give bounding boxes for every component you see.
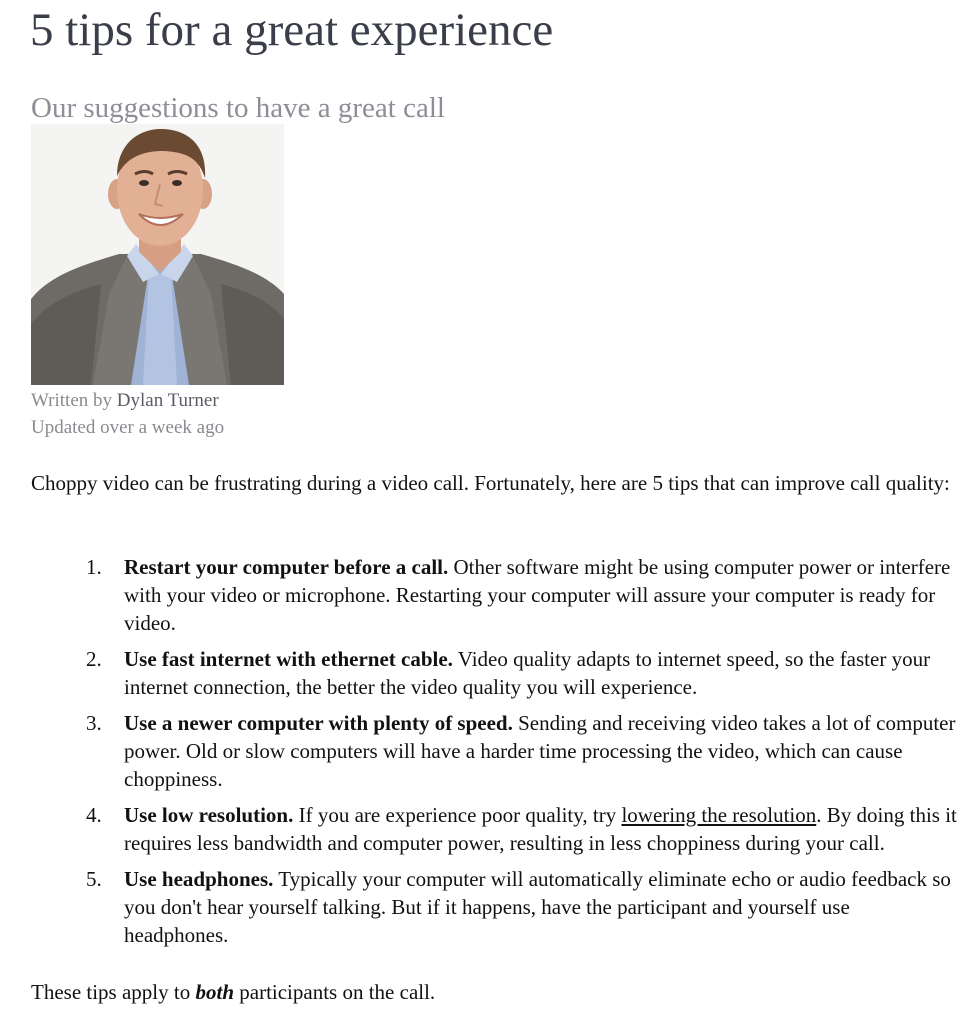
tips-list: [86, 553, 958, 957]
author-photo: [31, 124, 284, 385]
tip-heading: Use headphones.: [124, 867, 274, 891]
tip-text: Typically your computer will automatically eliminate echo or audio feedback so you don't hear yourself talking. But if it happens, have the participant and yourself use headphones.: [124, 867, 951, 947]
tip-number: 4.: [86, 803, 102, 827]
lowering-resolution-link[interactable]: lowering the resolution: [621, 803, 817, 827]
updated-timestamp: Updated over a week ago: [31, 417, 225, 438]
tip-number: 5.: [86, 867, 102, 891]
written-by-label: Written by: [31, 390, 113, 411]
tip-heading: Restart your computer before a call.: [124, 555, 449, 579]
tip-number: 3.: [86, 711, 102, 735]
tip-text: Sending and receiving video takes a lot of computer power. Old or slow computers will have a harder time processing the video, which can cause choppiness.: [124, 711, 956, 791]
tip-text-after: . By doing this it requires less bandwidth and computer power, resulting in less choppiness during your call.: [124, 803, 957, 855]
closing-emphasis: both: [195, 980, 234, 1004]
tip-heading: Use low resolution.: [124, 803, 294, 827]
intro-paragraph: Choppy video can be frustrating during a video call. Fortunately, here are 5 tips that can improve call quality:: [31, 471, 950, 495]
article-subtitle: Our suggestions to have a great call: [31, 92, 445, 124]
tip-text: Video quality adapts to internet speed, so the faster your internet connection, the better the video quality you will experience.: [124, 647, 931, 699]
list-item: [86, 801, 958, 857]
list-item: [86, 645, 958, 701]
author-name: Dylan Turner: [116, 390, 219, 411]
list-item: [86, 709, 958, 793]
tip-heading: Use fast internet with ethernet cable.: [124, 647, 453, 671]
tip-text: Other software might be using computer power or interfere with your video or microphone. Restarting your computer will assure your computer is ready for video.: [124, 555, 951, 635]
tip-text-before: If you are experience poor quality, try: [298, 803, 617, 827]
closing-paragraph: [31, 978, 961, 1006]
closing-text-after: participants on the call.: [239, 980, 436, 1004]
tip-number: 2.: [86, 647, 102, 671]
author-line: [31, 389, 219, 413]
article-title: 5 tips for a great experience: [30, 4, 554, 56]
list-item: [86, 553, 958, 637]
closing-text-before: These tips apply to: [31, 980, 191, 1004]
list-item: [86, 865, 958, 949]
tip-heading: Use a newer computer with plenty of speed.: [124, 711, 513, 735]
tip-number: 1.: [86, 555, 102, 579]
